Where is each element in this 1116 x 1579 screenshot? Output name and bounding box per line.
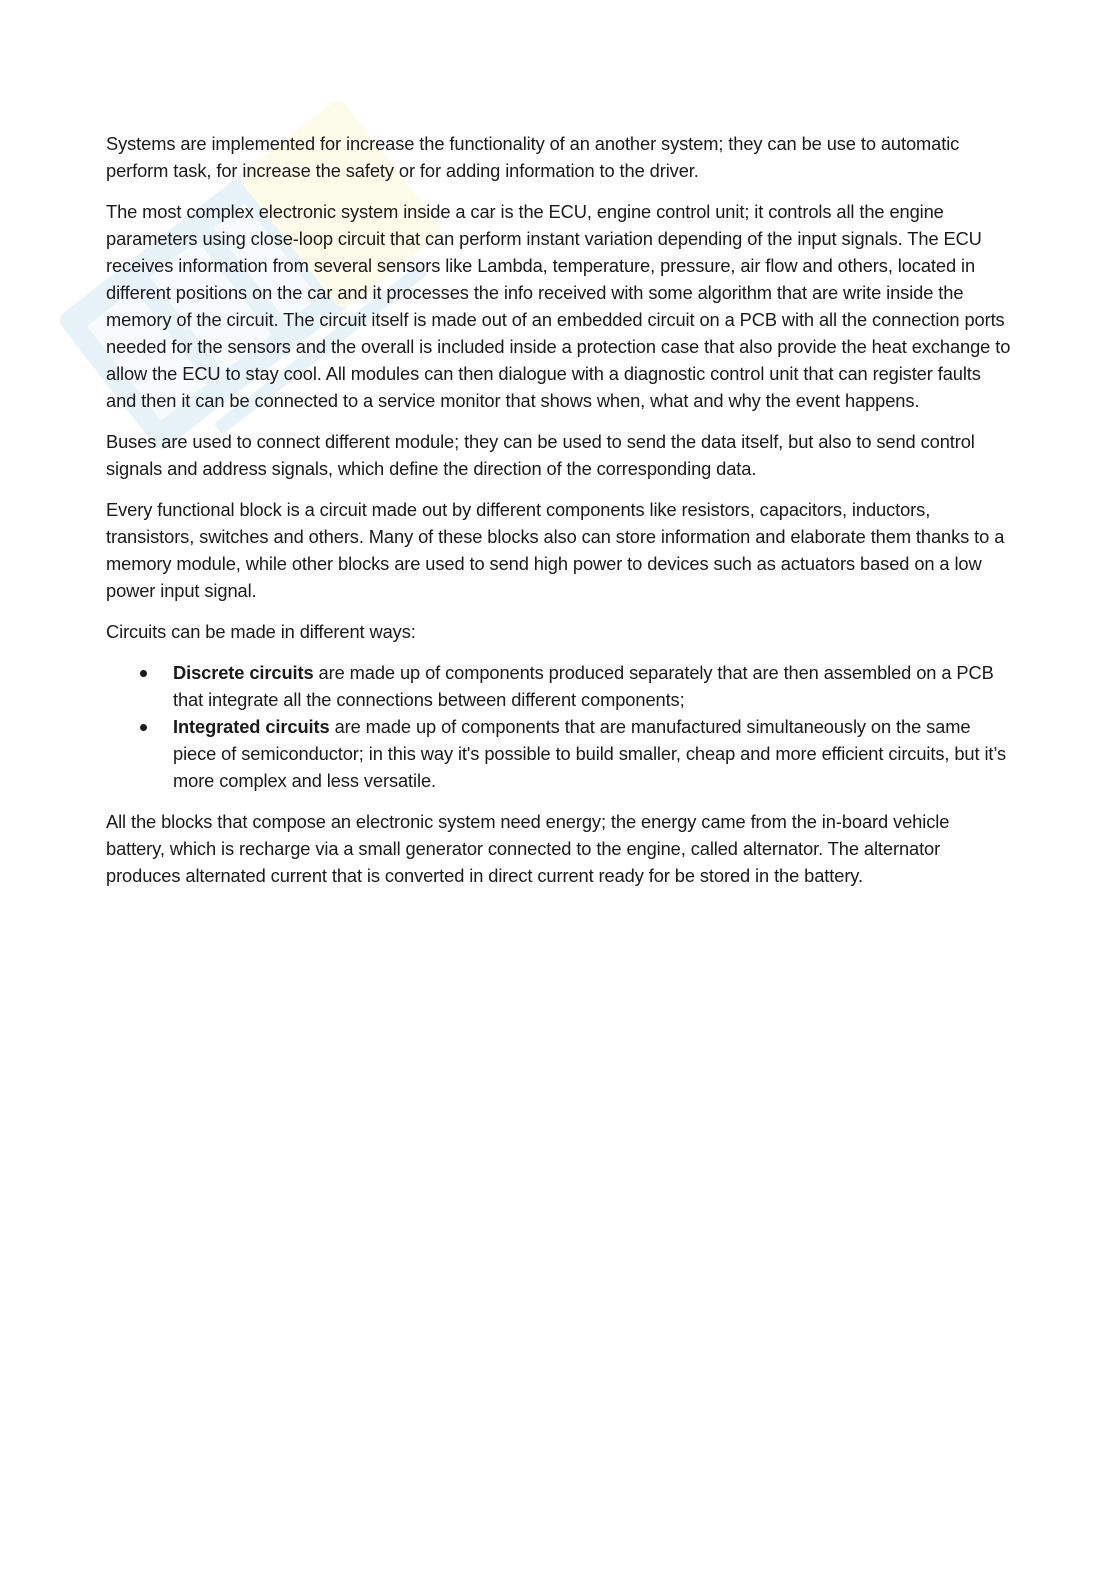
circuit-types-list <box>106 659 1011 794</box>
bullet-text: are made up of components that are manufactured simultaneously on the same piece of semiconductor; in this way it's possible to build smaller, cheap and more efficient circuits, but it’s more complex and less versatile. <box>173 716 1007 791</box>
paragraph-systems: Systems are implemented for increase the functionality of an another system; they can be use to automatic perform task, for increase the safety or for adding information to the driver. <box>106 133 960 181</box>
bullet-text: are made up of components produced separately that are then assembled on a PCB that integrate all the connections between different components; <box>173 662 994 710</box>
bullet-term: Discrete circuits <box>173 662 314 683</box>
document-body <box>106 130 1011 903</box>
bullet-icon <box>140 724 147 731</box>
paragraph-energy: All the blocks that compose an electronic system need energy; the energy came from the in-board vehicle battery, which is recharge via a small generator connected to the engine, called alternator. The alternator produces alternated current that is converted in direct current ready for be stored in the battery. <box>106 811 950 886</box>
paragraph-ecu: The most complex electronic system inside a car is the ECU, engine control unit; it controls all the engine parameters using close-loop circuit that can perform instant variation depending of the input signals. The ECU receives information from several sensors like Lambda, temperature, pressure, air flow and others, located in different positions on the car and it processes the info received with some algorithm that are write inside the memory of the circuit. The circuit itself is made out of an embedded circuit on a PCB with all the connection ports needed for the sensors and the overall is included inside a protection case that also provide the heat exchange to allow the ECU to stay cool. All modules can then dialogue with a diagnostic control unit that can register faults and then it can be connected to a service monitor that shows when, what and why the event happens. <box>106 201 1011 411</box>
paragraph-buses: Buses are used to connect different module; they can be used to send the data itself, but also to send control signals and address signals, which define the direction of the corresponding data. <box>106 431 975 479</box>
list-item <box>173 659 1011 713</box>
bullet-term: Integrated circuits <box>173 716 330 737</box>
list-item <box>173 713 1011 794</box>
bullet-icon <box>140 670 147 677</box>
paragraph-circuits-intro: Circuits can be made in different ways: <box>106 621 416 642</box>
paragraph-functional-block: Every functional block is a circuit made out by different components like resistors, capacitors, inductors, transistors, switches and others. Many of these blocks also can store information and elaborate them thanks to a memory module, while other blocks are used to send high power to devices such as actuators based on a low power input signal. <box>106 499 1005 601</box>
